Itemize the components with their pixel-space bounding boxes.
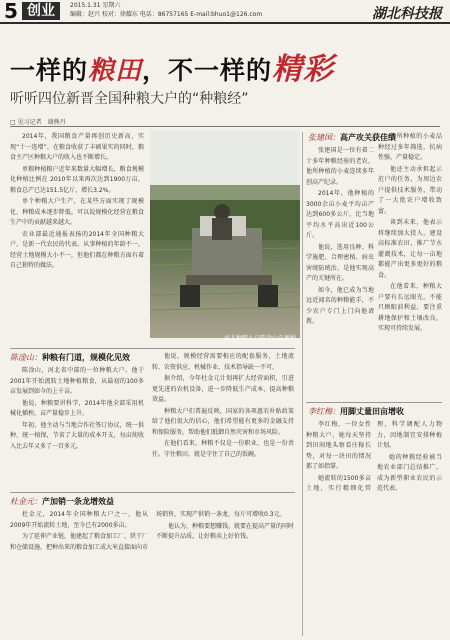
headline	[10, 44, 440, 88]
intro-paragraph: 农业部最近通报表扬的2014年全国种粮大户，是新一代农民的代表。从事种植的年龄不一，经营土地规模大小不一，但他们都在种粮方面有着自己独特的做法。	[10, 230, 144, 269]
title-divider	[10, 126, 440, 127]
page-number: 5	[4, 0, 18, 23]
body-paragraph: 在他看来，种粮大户要有长远眼光，不能只顾眼前利益，要注重耕地保护和土壤改良，实现可持续发展。	[378, 283, 442, 332]
body-paragraph: 他认为，种粮要想赚钱，就要在提高产量的同时不断提升品质，让好粮卖上好价钱。	[156, 522, 294, 540]
intro-paragraph: 2014年，我国粮食产量再创历史新高，实现“十一连增”。在粮食收获了丰硕果实的同时，粮食主产区种粮大户的收入也不断增长。	[10, 133, 144, 161]
middle-column	[152, 352, 294, 486]
zhang-column-1	[306, 146, 374, 396]
rice-planting-photo	[150, 130, 300, 338]
body-paragraph: 杜金元，2014年全国种粮大户之一，他从2009年开始流转土地，至今已有2000多亩。	[10, 511, 148, 529]
photo-caption: 河北种粮大户陈淦山在插秧	[223, 335, 296, 342]
section-heading-text: 用脚丈量田亩增收	[340, 407, 404, 416]
section-heading-li	[308, 406, 404, 417]
body-paragraph: 他说，种粮要讲科学，2014年他全部采用机械化插秧，亩产量稳步上升。	[10, 399, 144, 417]
section-divider	[10, 492, 295, 493]
intro-paragraph: 单个种粮大户生产，在某些方面实现了规模化，种粮成本逐步降低，可以说规模化经营在粮食生产中的贡献越来越大。	[10, 198, 144, 226]
body-paragraph: 她的种粮经验被当地农业部门总结推广，成为新型职业农民的示范代表。	[377, 453, 442, 492]
section-heading-text: 种粮有门道，规模化见效	[42, 353, 130, 362]
du-column	[10, 510, 294, 636]
body-paragraph: 他还主动承担起示范户的任务，为周边农户提供技术服务，带动了一大批农户增收致富。	[378, 165, 442, 215]
byline: □ 见习记者 谢熊丹	[10, 119, 66, 126]
header-date: 2015.1.31 星期六	[70, 2, 121, 9]
section-heading-name: 陈淦山：	[10, 353, 42, 362]
page-header	[0, 0, 450, 24]
newspaper-name: 湖北科技报	[372, 6, 442, 22]
headline-prefix: 一样的	[10, 56, 89, 85]
body-paragraph: 张建国是一位有着二十多年种粮经验的老农，他所种植的小麦连续多年创高产纪录。	[306, 147, 374, 186]
section-heading-name: 李红梅：	[308, 407, 340, 416]
section-heading-text: 产加销一条龙增效益	[42, 497, 114, 506]
intro-column	[10, 132, 144, 312]
body-paragraph: 2014年，他种植的3000余亩小麦平均亩产达到600多公斤，比当地平均水平高出近100公斤。	[306, 190, 374, 239]
body-paragraph: 李红梅，一位女性种粮大户。她每天坚持到田间地头察看庄稼长势，对每一块田的情况都了如指掌。	[306, 421, 371, 470]
headline-middle: ，不一样的	[142, 56, 273, 85]
headline-word1: 粮田	[88, 56, 143, 86]
body-paragraph: 他说，规模经营需要相应的配套服务，土地流转、农资供应、机械作业、技术指导缺一不可。	[152, 353, 294, 371]
section-heading-du	[10, 496, 114, 507]
section-divider	[306, 402, 442, 403]
section-heading-text: 高产攻关获佳绩	[340, 133, 396, 142]
header-editors: 编辑：赵兴 校对：徐耀东 电话：86757165 E-mail:bhuo1@126.com	[70, 11, 263, 18]
photo-illustration	[150, 130, 300, 338]
section-divider	[10, 348, 295, 349]
body-paragraph: 在他们看来，种粮不仅是一份职业，也是一份责任。守住粮田，就是守住了自己的饭碗。	[152, 440, 294, 458]
section-heading-name: 张建国：	[308, 133, 340, 142]
headline-word2: 精彩	[272, 52, 335, 87]
body-paragraph: 据介绍，今年杜金元计划再扩大经营面积，引进更先进的农机设备，进一步降低生产成本，提高种粮效益。	[152, 375, 294, 403]
column-divider	[302, 132, 303, 636]
body-paragraph: 如今，他已成为当地远近闻名的种粮能手，不少农户专门上门向他请教。	[306, 286, 374, 325]
zhang-column-2	[378, 132, 442, 396]
intro-paragraph: 单粮种植粮户近年来数量大幅增长，粮食规模化种植比例在 2010年以来再次达到1900万亩，粮食总产已达151.5亿斤，增长3.2%。	[10, 165, 144, 194]
body-paragraph: 种粮大户们普遍反映，国家的各项惠农补贴政策给了他们很大的信心，他们希望能有更多的金融支持和保险服务，帮助他们抵御自然灾害和市场风险。	[152, 407, 294, 436]
body-paragraph: 年初，他主动与当地合作社签订协议，统一供种，统一植保，节省了大量的成本开支，每亩纯收入比去年又多了一百多元。	[10, 421, 144, 450]
section-heading-chen	[10, 352, 130, 363]
body-paragraph: 他所种植的小麦品种经过多年筛选，抗病性强、产量稳定。	[378, 133, 442, 161]
body-paragraph: 她流转的1500多亩土地，实行精细化管理，科学调配人力物力，因地制宜安排种植计划。	[306, 421, 442, 492]
body-paragraph: 为了延伸产业链，他建起了粮食加工厂，烘干厂和仓储设施，把种出来的粮食加工成大米直接面向市场销售，实现产供销一条龙，每斤可增收0.3元。	[10, 511, 286, 551]
body-paragraph: 他说，选用良种、科学施肥、合理密植、病虫害统防统治，是他实现高产的关键所在。	[306, 243, 374, 282]
li-column	[306, 420, 442, 636]
section-label: 创业	[22, 2, 60, 20]
body-paragraph: 陈淦山，河北省中部的一位种粮大户。他于2001年开始流转土地种植粮食，从最初的100多亩发展到如今的上千亩。	[10, 367, 144, 395]
body-paragraph: 谈到未来，他表示将继续加大投入，建设高标准农田，推广节水灌溉技术，让每一亩地都能产出更多更好的粮食。	[378, 219, 442, 279]
section-heading-name: 杜金元：	[10, 497, 42, 506]
subtitle: 听听四位新晋全国种粮大户的“种粮经”	[10, 91, 249, 107]
chen-column-1	[10, 366, 144, 486]
header-meta	[70, 1, 262, 19]
